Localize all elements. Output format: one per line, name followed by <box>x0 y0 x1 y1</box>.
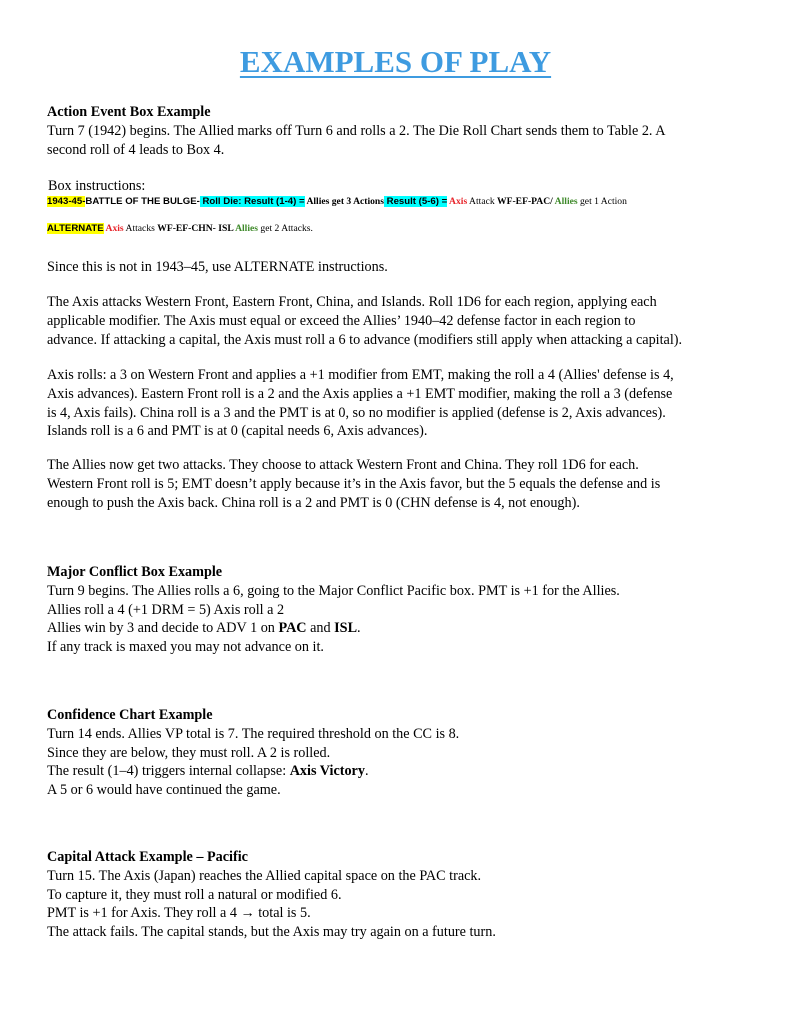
since-paragraph: Since this is not in 1943–45, use ALTERNATE instructions. <box>47 259 388 275</box>
section-heading: Major Conflict Box Example <box>47 564 223 580</box>
paragraph-line: Western Front roll is 5; EMT doesn’t apply because it’s in the Axis favor, but the 5 equals the defense and is <box>47 475 661 492</box>
paragraph-line: Turn 14 ends. Allies VP total is 7. The required threshold on the CC is 8. <box>47 725 460 742</box>
box-instruction-line-1 <box>47 196 747 208</box>
isl-track: ISL <box>334 620 358 637</box>
fronts-text: WF-EF-PAC/ <box>497 196 553 207</box>
paragraph-line: advance. If attacking a capital, the Axis must roll a 6 to advance (modifiers still apply when attacking a capital). <box>47 331 683 348</box>
paragraph-line: applicable modifier. The Axis must equal or exceed the Allies’ 1940–42 defense factor in each region to <box>47 312 636 329</box>
box-instruction-line-2 <box>47 223 747 235</box>
paragraph-line: To capture it, they must roll a natural or modified 6. <box>47 886 342 903</box>
paragraph-line: Turn 7 (1942) begins. The Allied marks off Turn 6 and rolls a 2. The Die Roll Chart sends them to Table 2. A <box>47 122 666 139</box>
attacks-count-text: get 2 Attacks. <box>258 223 313 234</box>
action-text: get 1 Action <box>577 196 627 207</box>
major-conflict-section <box>47 563 747 657</box>
paragraph-line: Turn 9 begins. The Allies rolls a 6, going to the Major Conflict Pacific box. PMT is +1 for the Allies. <box>47 582 620 599</box>
section-heading: Capital Attack Example – Pacific <box>47 849 248 865</box>
paragraph-line: Islands roll is a 6 and PMT is at 0 (capital needs 6, Axis advances). <box>47 423 428 440</box>
fronts-text: WF-EF-CHN- ISL <box>157 223 234 234</box>
paragraph-line: Since they are below, they must roll. A 2 is rolled. <box>47 744 331 761</box>
allies-label: Allies <box>552 196 578 207</box>
section-heading: Confidence Chart Example <box>47 707 213 723</box>
page-title: EXAMPLES OF PLAY <box>239 44 552 79</box>
result-5-6-highlight: Result (5-6) = <box>384 196 448 207</box>
axis-attacks-paragraph <box>47 293 747 349</box>
paragraph-line: second roll of 4 leads to Box 4. <box>47 141 225 158</box>
paragraph-line: Allies roll a 4 (+1 DRM = 5) Axis roll a 2 <box>47 601 285 618</box>
paragraph-line: If any track is maxed you may not advance on it. <box>47 639 324 656</box>
pac-track: PAC <box>278 620 307 637</box>
paragraph-line: Allies win by 3 and decide to ADV 1 on PAC and ISL. <box>47 620 361 637</box>
section-heading: Action Event Box Example <box>47 104 211 120</box>
paragraph-line: Axis rolls: a 3 on Western Front and applies a +1 modifier from EMT, making the roll a 4 (Allies' defense is 4, <box>47 367 674 383</box>
box-instructions-label: Box instructions: <box>48 178 146 194</box>
capital-attack-section <box>47 848 747 942</box>
attacks-text: Attacks <box>123 223 158 234</box>
paragraph-line: Axis advances). Eastern Front roll is a 2 and the Axis applies a +1 EMT modifier, making the roll a 3 (defense <box>47 385 673 402</box>
allies-actions-text: Allies get 3 Actions <box>304 196 384 207</box>
event-name: BATTLE OF THE BULGE- <box>85 196 200 207</box>
axis-label: Axis <box>103 223 124 234</box>
paragraph-line: PMT is +1 for Axis. They roll a 4 → total is 5. <box>47 905 311 922</box>
paragraph-line: enough to push the Axis back. China roll is a 2 and PMT is 0 (CHN defense is 4, not enough). <box>47 494 580 511</box>
allies-label: Allies <box>233 223 259 234</box>
action-event-section <box>47 103 747 159</box>
attack-text: Attack <box>467 196 498 207</box>
paragraph-line: The Axis attacks Western Front, Eastern Front, China, and Islands. Roll 1D6 for each region, applying each <box>47 294 657 310</box>
paragraph-line: Turn 15. The Axis (Japan) reaches the Allied capital space on the PAC track. <box>47 867 482 884</box>
result-1-4-highlight: Result (1-4) = <box>244 196 305 207</box>
paragraph-line: The attack fails. The capital stands, but the Axis may try again on a future turn. <box>47 924 496 941</box>
paragraph-line: The Allies now get two attacks. They choose to attack Western Front and China. They roll 1D6 for each. <box>47 457 639 473</box>
axis-victory-text: Axis Victory <box>289 763 365 780</box>
allies-attack-paragraph <box>47 456 747 512</box>
years-highlight: 1943-45- <box>47 196 86 207</box>
paragraph-line: is 4, Axis fails). China roll is a 3 and the PMT is at 0, so no modifier is applied (defense is 2, Axis advances). <box>47 404 666 421</box>
alternate-highlight: ALTERNATE <box>47 223 104 234</box>
paragraph-line: The result (1–4) triggers internal collapse: Axis Victory. <box>47 763 369 780</box>
roll-die-highlight: Roll Die: <box>199 196 245 207</box>
axis-rolls-paragraph <box>47 366 747 441</box>
confidence-chart-section <box>47 706 747 800</box>
paragraph-line: A 5 or 6 would have continued the game. <box>47 782 281 799</box>
axis-label: Axis <box>447 196 468 207</box>
